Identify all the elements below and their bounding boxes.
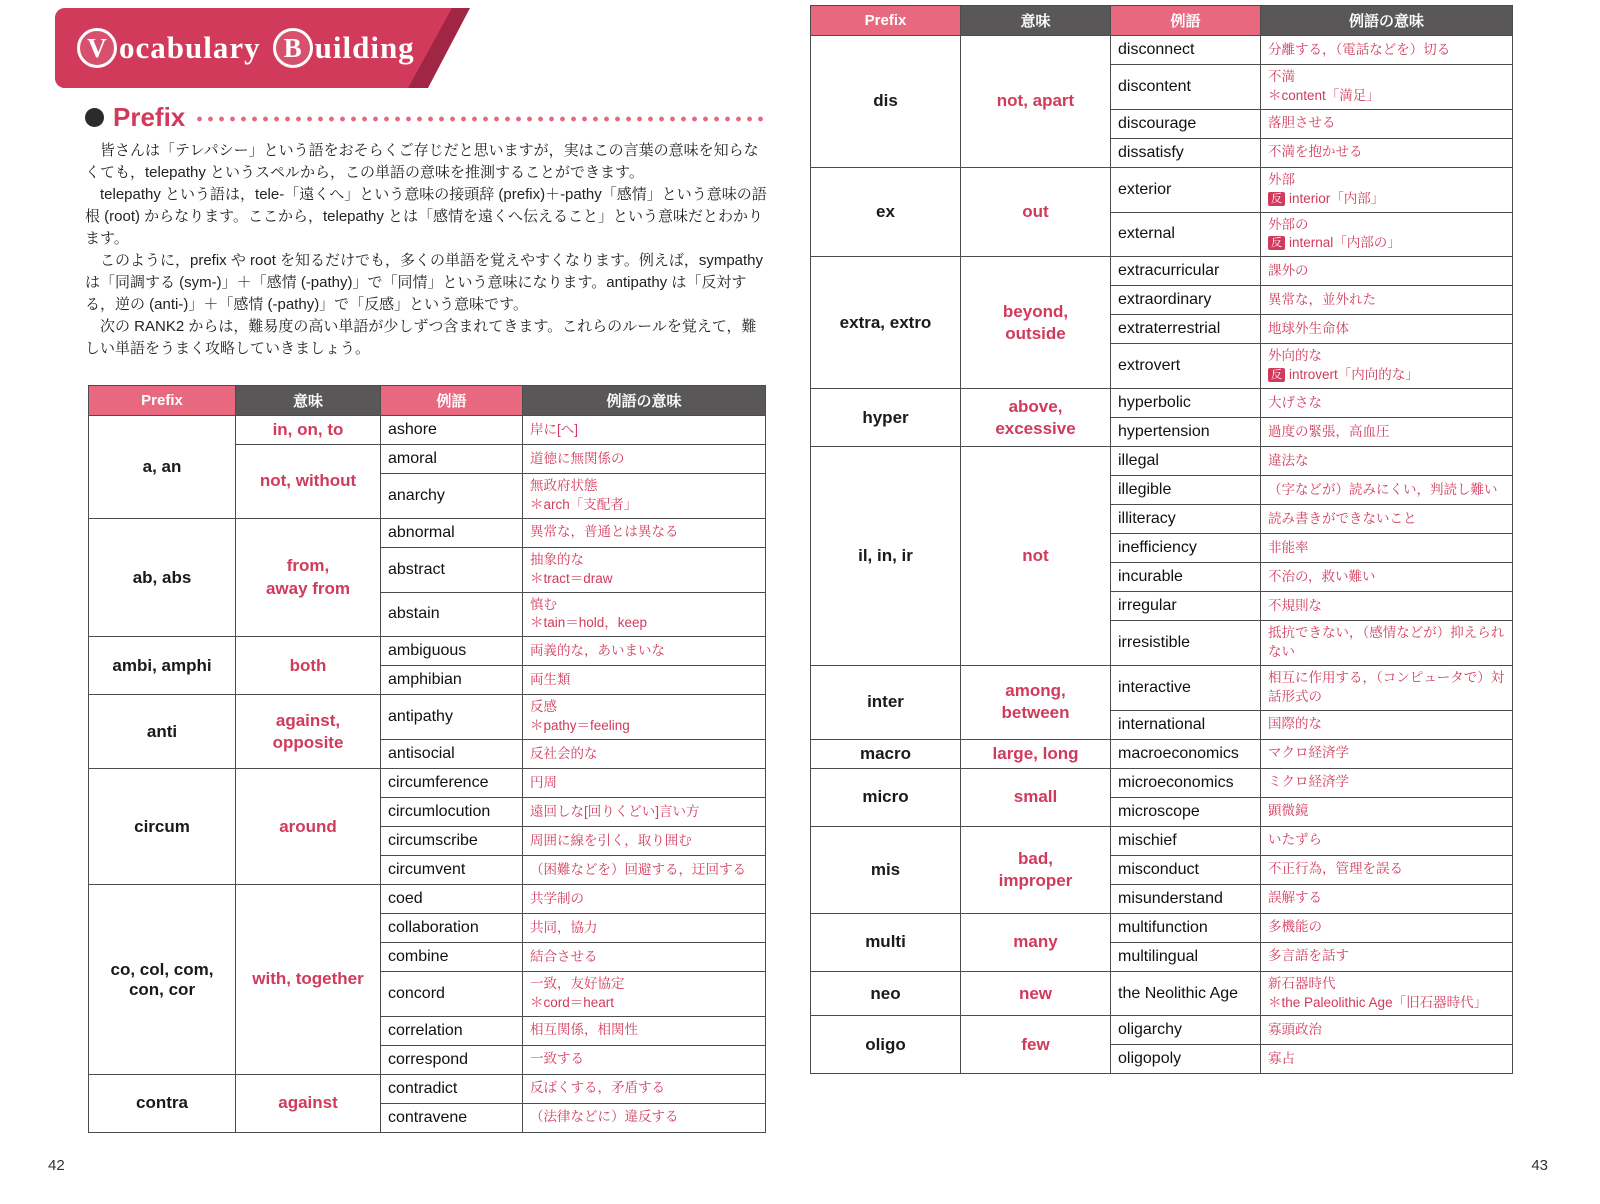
example-word: multilingual xyxy=(1111,942,1261,971)
left-table xyxy=(88,385,766,1133)
meaning-cell: against xyxy=(236,1074,381,1132)
prefix-table xyxy=(810,5,1513,1074)
example-word: microeconomics xyxy=(1111,768,1261,797)
example-word: interactive xyxy=(1111,665,1261,710)
example-definition xyxy=(1261,447,1513,476)
meaning-cell: around xyxy=(236,769,381,885)
column-header: 例語 xyxy=(381,386,523,416)
meaning-cell: large, long xyxy=(961,739,1111,768)
prefix-cell: micro xyxy=(811,768,961,826)
definition-line: 不治の，救い難い xyxy=(1268,568,1376,584)
example-definition xyxy=(1261,257,1513,286)
example-definition xyxy=(523,445,766,474)
example-definition xyxy=(1261,665,1513,710)
table-row xyxy=(811,826,1513,855)
definition-line: 一致する xyxy=(530,1051,584,1067)
example-definition xyxy=(1261,768,1513,797)
example-word: extraterrestrial xyxy=(1111,315,1261,344)
intro-paragraph: 次の RANK2 からは，難易度の高い単語が少しずつ含まれてきます。これらのルールを覚えて，難しい単語をうまく攻略していきましょう。 xyxy=(85,318,757,358)
antonym-marker: 反 xyxy=(1268,192,1285,206)
prefix-cell: ex xyxy=(811,167,961,257)
example-word: antisocial xyxy=(381,740,523,769)
title-banner xyxy=(55,8,470,88)
definition-line: 過度の緊張，高血圧 xyxy=(1268,423,1390,439)
meaning-cell: few xyxy=(961,1016,1111,1074)
example-definition xyxy=(1261,710,1513,739)
intro-paragraph: 皆さんは「テレパシー」という語をおそらくご存じだと思いますが，実はこの言葉の意味を知らなくても，telepathy というスペルから，この単語の意味を推測することができます。 xyxy=(85,142,759,182)
example-definition xyxy=(523,547,766,592)
definition-line: 寡頭政治 xyxy=(1268,1022,1322,1038)
prefix-cell: oligo xyxy=(811,1016,961,1074)
definition-line: 両義的な，あいまいな xyxy=(530,642,665,658)
definition-line: 一致，友好協定 xyxy=(530,976,625,992)
definition-line: いたずら xyxy=(1268,832,1322,848)
definition-line: 共学制の xyxy=(530,890,584,906)
example-word: microscope xyxy=(1111,797,1261,826)
column-header: Prefix xyxy=(89,386,236,416)
prefix-cell: macro xyxy=(811,739,961,768)
definition-line: 異常な，普通とは異なる xyxy=(530,524,679,540)
table-row xyxy=(811,447,1513,476)
definition-line: 反 introvert「内向的な」 xyxy=(1268,366,1505,385)
dotted-divider xyxy=(194,116,767,122)
column-header: 意味 xyxy=(236,386,381,416)
table-row xyxy=(89,637,766,666)
initial-v-badge: V xyxy=(77,28,117,68)
definition-line: ＊the Paleolithic Age「旧石器時代」 xyxy=(1268,994,1488,1010)
example-definition xyxy=(1261,418,1513,447)
prefix-table xyxy=(88,385,766,1133)
example-word: extraordinary xyxy=(1111,286,1261,315)
definition-line: 読み書きができないこと xyxy=(1268,510,1417,526)
example-definition xyxy=(1261,1045,1513,1074)
example-word: extrovert xyxy=(1111,344,1261,389)
example-definition xyxy=(1261,476,1513,505)
right-page xyxy=(800,0,1600,1204)
meaning-cell: beyond, outside xyxy=(961,257,1111,389)
definition-line: 不満 xyxy=(1268,69,1295,84)
definition-line: マクロ経済学 xyxy=(1268,745,1349,761)
prefix-cell: co, col, com, con, cor xyxy=(89,885,236,1075)
definition-line: 非能率 xyxy=(1268,539,1309,555)
example-definition xyxy=(523,885,766,914)
definition-line: 遠回しな[回りくどい]言い方 xyxy=(530,803,700,819)
example-word: hypertension xyxy=(1111,418,1261,447)
table-row xyxy=(89,1074,766,1103)
example-word: irresistible xyxy=(1111,621,1261,666)
prefix-cell: circum xyxy=(89,769,236,885)
column-header: Prefix xyxy=(811,6,961,36)
example-word: incurable xyxy=(1111,563,1261,592)
initial-b-badge: B xyxy=(273,28,313,68)
definition-line: 反 internal「内部の」 xyxy=(1268,234,1505,253)
example-word: oligarchy xyxy=(1111,1016,1261,1045)
meaning-cell: small xyxy=(961,768,1111,826)
example-definition xyxy=(523,972,766,1017)
definition-line: ＊arch「支配者」 xyxy=(530,496,638,512)
definition-line: 外部の xyxy=(1268,216,1309,232)
meaning-cell: with, together xyxy=(236,885,381,1075)
example-definition xyxy=(1261,505,1513,534)
example-word: disconnect xyxy=(1111,36,1261,65)
banner-word-vocabulary: ocabulary xyxy=(119,30,261,65)
example-word: mischief xyxy=(1111,826,1261,855)
example-word: illiteracy xyxy=(1111,505,1261,534)
definition-line: 落胆させる xyxy=(1268,115,1336,131)
example-definition xyxy=(1261,167,1513,212)
meaning-cell: many xyxy=(961,913,1111,971)
meaning-cell: against, opposite xyxy=(236,695,381,769)
example-definition xyxy=(523,592,766,637)
example-definition xyxy=(1261,913,1513,942)
meaning-cell: among, between xyxy=(961,665,1111,739)
definition-line: 結合させる xyxy=(530,948,598,964)
example-word: extracurricular xyxy=(1111,257,1261,286)
example-word: discourage xyxy=(1111,109,1261,138)
table-row xyxy=(89,769,766,798)
definition-line: 地球外生命体 xyxy=(1268,320,1349,336)
example-definition xyxy=(1261,797,1513,826)
example-word: circumlocution xyxy=(381,798,523,827)
example-word: abstain xyxy=(381,592,523,637)
example-word: illegal xyxy=(1111,447,1261,476)
table-row xyxy=(811,768,1513,797)
definition-line: ＊pathy＝feeling xyxy=(530,718,630,734)
example-definition xyxy=(523,769,766,798)
definition-line: 外向的な xyxy=(1268,348,1322,364)
example-definition xyxy=(1261,855,1513,884)
meaning-cell: from, away from xyxy=(236,518,381,637)
meaning-cell: both xyxy=(236,637,381,695)
definition-line: 大げさな xyxy=(1268,394,1322,410)
example-definition xyxy=(1261,344,1513,389)
definition-line: 反感 xyxy=(530,699,557,715)
example-definition xyxy=(1261,621,1513,666)
example-word: antipathy xyxy=(381,695,523,740)
column-header: 例語の意味 xyxy=(1261,6,1513,36)
table-row xyxy=(89,416,766,445)
example-definition xyxy=(523,474,766,519)
example-word: dissatisfy xyxy=(1111,138,1261,167)
definition-line: 反 interior「内部」 xyxy=(1268,190,1505,209)
meaning-cell: not, without xyxy=(236,445,381,519)
example-word: ambiguous xyxy=(381,637,523,666)
definition-line: 分離する，（電話などを）切る xyxy=(1268,41,1451,57)
definition-line: 多言語を話す xyxy=(1268,948,1349,964)
example-definition xyxy=(523,1045,766,1074)
definition-line: 両生類 xyxy=(530,671,571,687)
meaning-cell: in, on, to xyxy=(236,416,381,445)
meaning-cell: out xyxy=(961,167,1111,257)
example-definition xyxy=(523,666,766,695)
example-definition xyxy=(1261,971,1513,1016)
example-word: concord xyxy=(381,972,523,1017)
example-definition xyxy=(523,798,766,827)
definition-line: ＊tain＝hold，keep xyxy=(530,615,648,631)
example-definition xyxy=(523,1016,766,1045)
definition-line: 国際的な xyxy=(1268,716,1322,732)
definition-line: 抽象的な xyxy=(530,551,584,567)
prefix-cell: contra xyxy=(89,1074,236,1132)
meaning-cell: not xyxy=(961,447,1111,666)
section-title: Prefix xyxy=(113,102,186,132)
example-word: oligopoly xyxy=(1111,1045,1261,1074)
table-row xyxy=(811,36,1513,65)
right-table xyxy=(810,5,1513,1074)
intro-text xyxy=(85,140,770,360)
definition-line: 相互に作用する，（コンピュータで）対話形式の xyxy=(1268,669,1505,704)
example-definition xyxy=(1261,563,1513,592)
definition-line: ミクロ経済学 xyxy=(1268,774,1349,790)
example-definition xyxy=(1261,286,1513,315)
example-definition xyxy=(1261,592,1513,621)
prefix-cell: ambi, amphi xyxy=(89,637,236,695)
banner-word-building: uilding xyxy=(314,30,415,65)
example-word: abstract xyxy=(381,547,523,592)
example-definition xyxy=(523,416,766,445)
table-row xyxy=(811,1016,1513,1045)
example-word: contravene xyxy=(381,1103,523,1132)
prefix-cell: hyper xyxy=(811,389,961,447)
example-definition xyxy=(523,740,766,769)
example-word: abnormal xyxy=(381,518,523,547)
prefix-cell: extra, extro xyxy=(811,257,961,389)
example-definition xyxy=(1261,534,1513,563)
definition-line: （困難などを）回避する，迂回する xyxy=(530,861,746,877)
example-word: inefficiency xyxy=(1111,534,1261,563)
definition-line: 寡占 xyxy=(1268,1051,1295,1067)
table-row xyxy=(811,257,1513,286)
definition-line: ＊cord＝heart xyxy=(530,995,615,1011)
example-word: the Neolithic Age xyxy=(1111,971,1261,1016)
example-word: international xyxy=(1111,710,1261,739)
example-definition xyxy=(1261,1016,1513,1045)
definition-line: 相互関係，相関性 xyxy=(530,1022,638,1038)
example-definition xyxy=(1261,826,1513,855)
intro-paragraph: このように，prefix や root を知るだけでも，多くの単語を覚えやすくなります。例えば，sympathy は「同調する (sym-)」＋「感情 (-pathy)」で「同情」という意味になります。antipathy は「反対する，逆の (anti-)」＋「感情 (-pathy)」で「反感」という意味です。 xyxy=(85,252,764,314)
definition-line: 外部 xyxy=(1268,171,1295,187)
table-row xyxy=(811,913,1513,942)
antonym-marker: 反 xyxy=(1268,368,1285,382)
section-heading xyxy=(85,104,767,130)
example-word: contradict xyxy=(381,1074,523,1103)
definition-line: 違法な xyxy=(1268,452,1309,468)
example-word: circumvent xyxy=(381,856,523,885)
prefix-cell: ab, abs xyxy=(89,518,236,637)
intro-paragraph: telepathy という語は，tele-「遠くへ」という意味の接頭辞 (prefix)＋-pathy「感情」という意味の語根 (root) からなります。ここから，telepathy とは「感情を遠くへ伝えること」という意味だとわかります。 xyxy=(85,186,767,248)
example-definition xyxy=(1261,739,1513,768)
example-definition xyxy=(523,943,766,972)
definition-line: ＊tract＝draw xyxy=(530,570,613,586)
example-word: combine xyxy=(381,943,523,972)
definition-line: 周囲に線を引く，取り囲む xyxy=(530,832,692,848)
column-header: 例語の意味 xyxy=(523,386,766,416)
example-definition xyxy=(523,637,766,666)
table-row xyxy=(811,167,1513,212)
meaning-cell: above, excessive xyxy=(961,389,1111,447)
example-word: discontent xyxy=(1111,65,1261,110)
example-word: macroeconomics xyxy=(1111,739,1261,768)
example-definition xyxy=(1261,884,1513,913)
prefix-cell: anti xyxy=(89,695,236,769)
example-word: amoral xyxy=(381,445,523,474)
example-word: illegible xyxy=(1111,476,1261,505)
example-word: misunderstand xyxy=(1111,884,1261,913)
page-number-left: 42 xyxy=(48,1157,65,1174)
antonym-marker: 反 xyxy=(1268,236,1285,250)
example-word: coed xyxy=(381,885,523,914)
table-row xyxy=(811,739,1513,768)
definition-line: 誤解する xyxy=(1268,890,1322,906)
prefix-cell: mis xyxy=(811,826,961,913)
example-definition xyxy=(523,856,766,885)
example-word: circumscribe xyxy=(381,827,523,856)
prefix-cell: multi xyxy=(811,913,961,971)
column-header: 例語 xyxy=(1111,6,1261,36)
prefix-cell: inter xyxy=(811,665,961,739)
page-number-right: 43 xyxy=(1531,1157,1548,1174)
table-row xyxy=(89,518,766,547)
definition-line: 岸に[へ] xyxy=(530,421,579,437)
definition-line: 無政府状態 xyxy=(530,478,598,493)
definition-line: 慎む xyxy=(530,596,557,612)
table-row xyxy=(811,665,1513,710)
example-definition xyxy=(523,827,766,856)
example-definition xyxy=(1261,65,1513,110)
example-definition xyxy=(1261,138,1513,167)
example-definition xyxy=(1261,212,1513,257)
example-word: amphibian xyxy=(381,666,523,695)
example-word: misconduct xyxy=(1111,855,1261,884)
example-word: anarchy xyxy=(381,474,523,519)
example-definition xyxy=(523,914,766,943)
example-definition xyxy=(523,518,766,547)
column-header: 意味 xyxy=(961,6,1111,36)
example-definition xyxy=(1261,109,1513,138)
definition-line: ＊content「満足」 xyxy=(1268,87,1380,103)
definition-line: 課外の xyxy=(1268,262,1309,278)
definition-line: 反社会的な xyxy=(530,745,598,761)
example-definition xyxy=(523,1103,766,1132)
definition-line: 新石器時代 xyxy=(1268,975,1336,991)
definition-line: （法律などに）違反する xyxy=(530,1109,679,1125)
header-row xyxy=(811,6,1513,36)
example-definition xyxy=(1261,942,1513,971)
table-row xyxy=(89,885,766,914)
prefix-cell: neo xyxy=(811,971,961,1016)
definition-line: 不規則な xyxy=(1268,597,1322,613)
definition-line: 多機能の xyxy=(1268,919,1322,935)
definition-line: 顕微鏡 xyxy=(1268,803,1309,819)
prefix-cell: dis xyxy=(811,36,961,168)
definition-line: （字などが）読みにくい，判読し難い xyxy=(1268,481,1498,497)
example-word: correspond xyxy=(381,1045,523,1074)
example-word: circumference xyxy=(381,769,523,798)
definition-line: 不正行為，管理を誤る xyxy=(1268,861,1403,877)
example-definition xyxy=(1261,389,1513,418)
page-title xyxy=(77,28,427,68)
example-definition xyxy=(1261,36,1513,65)
example-word: external xyxy=(1111,212,1261,257)
meaning-cell: new xyxy=(961,971,1111,1016)
meaning-cell: bad, improper xyxy=(961,826,1111,913)
bullet-icon xyxy=(85,108,104,127)
table-row xyxy=(89,695,766,740)
example-definition xyxy=(1261,315,1513,344)
example-word: multifunction xyxy=(1111,913,1261,942)
definition-line: 道徳に無関係の xyxy=(530,450,625,466)
header-row xyxy=(89,386,766,416)
meaning-cell: not, apart xyxy=(961,36,1111,168)
definition-line: 共同，協力 xyxy=(530,919,598,935)
example-word: exterior xyxy=(1111,167,1261,212)
example-definition xyxy=(523,1074,766,1103)
example-word: correlation xyxy=(381,1016,523,1045)
prefix-cell: a, an xyxy=(89,416,236,519)
example-word: ashore xyxy=(381,416,523,445)
definition-line: 不満を抱かせる xyxy=(1268,144,1363,160)
definition-line: 円周 xyxy=(530,774,557,790)
table-row xyxy=(811,971,1513,1016)
prefix-cell: il, in, ir xyxy=(811,447,961,666)
example-word: hyperbolic xyxy=(1111,389,1261,418)
definition-line: 反ばくする，矛盾する xyxy=(530,1080,665,1096)
example-word: collaboration xyxy=(381,914,523,943)
definition-line: 異常な，並外れた xyxy=(1268,291,1376,307)
example-definition xyxy=(523,695,766,740)
table-row xyxy=(811,389,1513,418)
definition-line: 抵抗できない，（感情などが）抑えられない xyxy=(1268,625,1505,660)
example-word: irregular xyxy=(1111,592,1261,621)
